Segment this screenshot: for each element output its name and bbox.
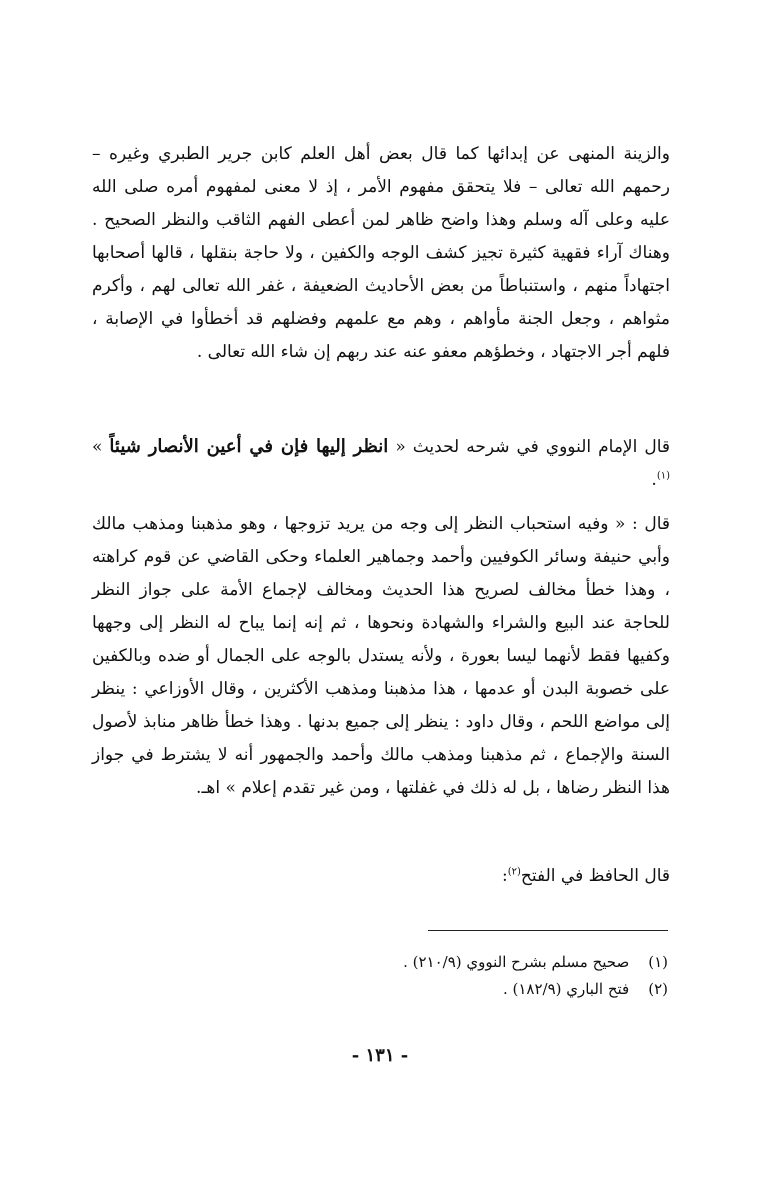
paragraph-hafiz <box>92 860 670 893</box>
footnote-number: (١) <box>648 953 668 971</box>
footnote-text: فتح الباري (١٨٢/٩) . <box>502 980 630 998</box>
footnote-ref-1[interactable]: (١) <box>656 470 670 482</box>
nawawi-intro-text: قال الإمام النووي في شرحه لحديث « <box>395 437 671 457</box>
paragraph-nawawi-quote: قال : « وفيه استحباب النظر إلى وجه من يريد تزوجها ، وهو مذهبنا ومذهب مالك وأبي حنيفة وسائر الكوفيين وأحمد وجماهير العلماء وحكى القاضي عن قوم كراهته ، وهذا خطأ مخالف لصريح هذا الحديث ومخالف لإجماع الأمة على جواز النظر للحاجة عند البيع والشراء والشهادة ونحوها ، ثم إنه إنما يباح له النظر إلى وجهها وكفيها فقط لأنهما ليسا بعورة ، ولأنه يستدل بالوجه على الجمال أو ضده وبالكفين على خصوبة البدن أو عدمها ، هذا مذهبنا ومذهب الأكثرين ، وقال الأوزاعي : ينظر إلى مواضع اللحم ، وقال داود : ينظر إلى جميع بدنها . وهذا خطأ ظاهر منابذ لأصول السنة والإجماع ، ثم مذهبنا ومذهب مالك وأحمد والجمهور أنه لا يشترط في جواز هذا النظر رضاها ، بل له ذلك في غفلتها ، ومن غير تقدم إعلام » اهـ. <box>92 514 670 798</box>
hadith-quote: انظر إليها فإن في أعين الأنصار شيئاً <box>109 436 389 457</box>
page-number: - ١٣١ - <box>351 1045 409 1066</box>
hafiz-text: قال الحافظ في الفتح <box>520 866 670 886</box>
footnote-text: صحيح مسلم بشرح النووي (٢١٠/٩) . <box>403 953 630 971</box>
footnote-ref-2[interactable]: (٢) <box>507 866 521 878</box>
quote-close: » <box>92 437 103 457</box>
paragraph-1: والزينة المنهى عن إبدائها كما قال بعض أهل العلم كابن جرير الطبري وغيره – رحمهم الله تعالى – فلا يتحقق مفهوم الأمر ، إذ لا معنى لمفهوم أمره صلى الله عليه وعلى آله وسلم وهذا واضح ظاهر لمن أعطى الفهم الثاقب والنظر الصحيح . وهناك آراء فقهية كثيرة تجيز كشف الوجه والكفين ، ولا حاجة بنقلها ، قالها أصحابها اجتهاداً منهم ، واستنباطاً من بعض الأحاديث الضعيفة ، غفر الله تعالى لهم ، وأكرم مثواهم ، وجعل الجنة مأواهم ، وهم مع علمهم وفضلهم قد أخطأوا في الإصابة ، فلهم أجر الاجتهاد ، وخطؤهم معفو عنه عند ربهم إن شاء الله تعالى . <box>92 144 670 362</box>
footnote-1 <box>108 949 668 975</box>
footnote-divider <box>428 930 668 931</box>
sentence-end: . <box>651 470 657 490</box>
colon: : <box>501 866 508 886</box>
paragraph-nawawi-intro <box>92 430 670 497</box>
footnote-2 <box>108 976 668 1002</box>
footnote-number: (٢) <box>648 980 668 998</box>
